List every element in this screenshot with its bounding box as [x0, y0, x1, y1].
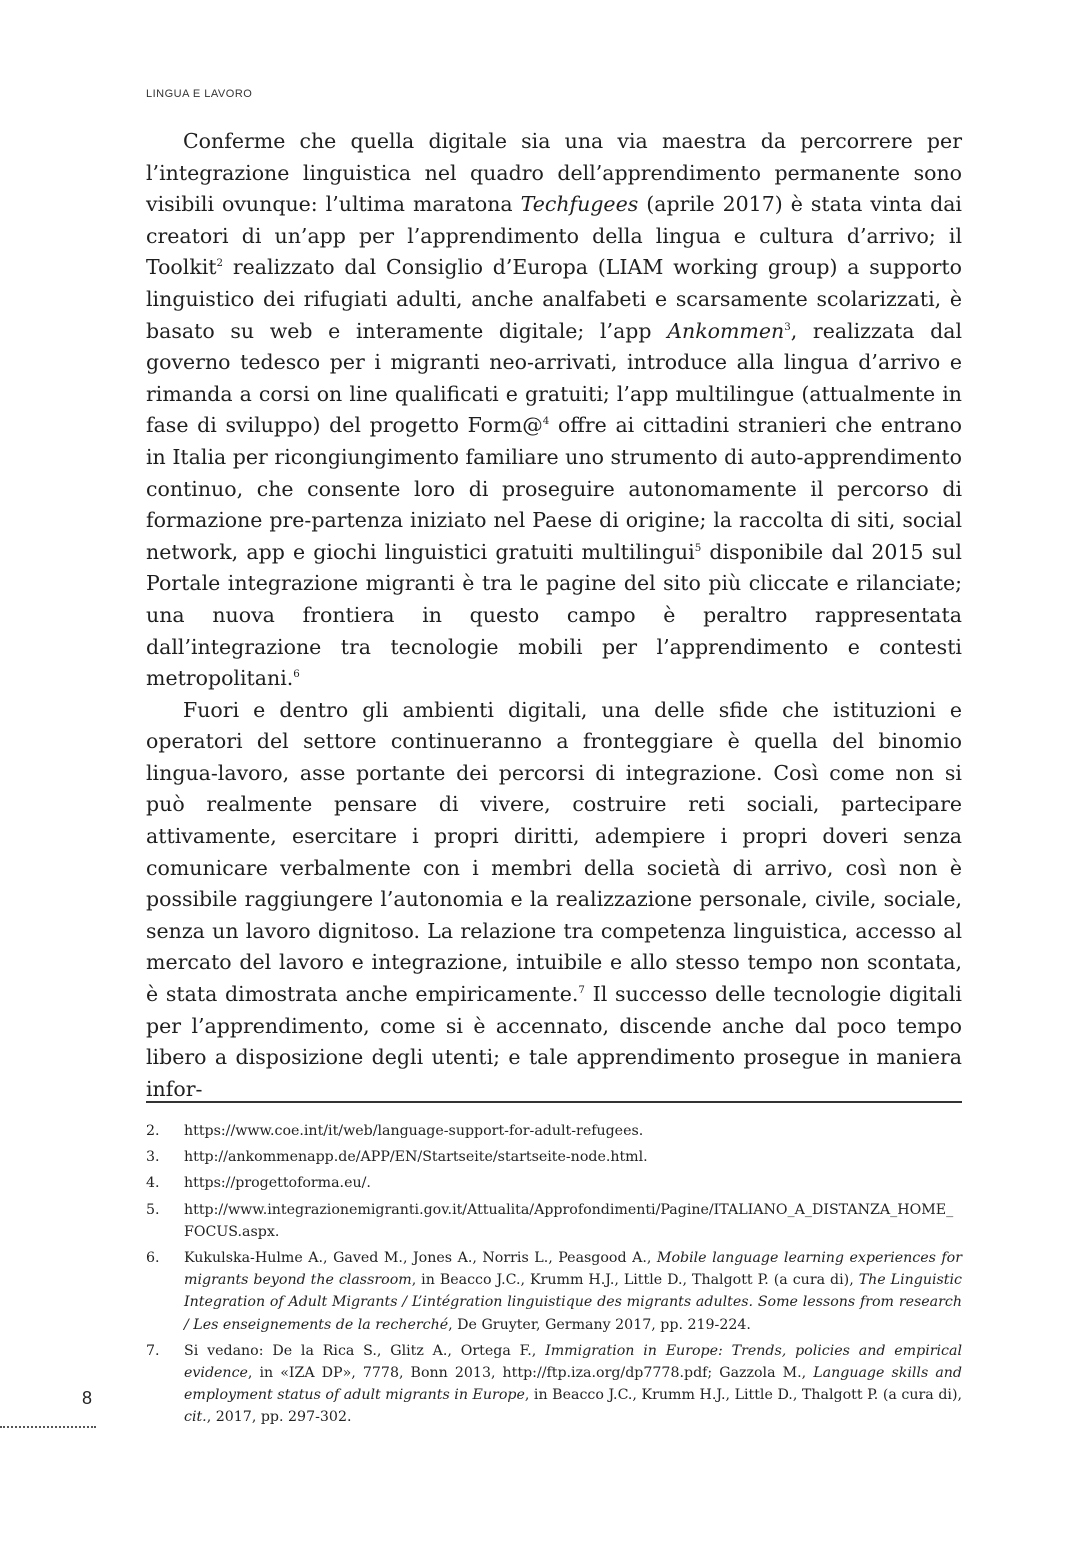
- footnote-text: [184, 1247, 962, 1336]
- footnote-link[interactable]: http://www.integrazionemigranti.gov.it/Attualita/Approfondimenti/Pagine/ITALIANO_A_DISTANZA_HOME_FOCUS.aspx.: [184, 1201, 954, 1240]
- footnote-4: [146, 1172, 962, 1194]
- paragraph-2: [146, 695, 962, 1106]
- italic-title-techfugees: Techfugees: [520, 192, 639, 217]
- text-segment: offre ai cittadini stranieri che entrano in Italia per ricongiungimento familiare uno strumento di auto-apprendimento continuo, che consente loro di proseguire autonomamente il percorso di formazione pre-partenza iniziato nel Paese di origine; la raccolta di siti, social network, app e giochi linguistici gratuiti multilingui: [146, 413, 963, 564]
- text-segment: disponibile dal 2015 sul Portale integrazione migranti è tra le pagine del sito più cliccate e rilanciate; una nuova frontiera in questo campo è peraltro rappresentata dall’integrazione tra tecnologie mobili per l’apprendimento e contesti metropolitani.: [146, 539, 962, 691]
- text-segment: Fuori e dentro gli ambienti digitali, una delle sfide che istituzioni e operatori del settore continueranno a fronteggiare è quella del binomio lingua-lavoro, asse portante dei percorsi di integrazione. Così come non si può realmente pensare di vivere, costruire reti sociali, partecipare attivamente, esercitare i propri diritti, adempiere i propri doveri senza comunicare verbalmente con i membri della società di arrivo, così non è possibile raggiungere l’autonomia e la realizzazione personale, civile, sociale, senza un lavoro dignitoso. La relazione tra competenza linguistica, accesso al mercato del lavoro e integrazione, intuibile e allo stesso tempo non scontata, è stata dimostrata anche empiricamente.: [146, 697, 962, 1007]
- citation-authors: Si vedano: De la Rica S., Glitz A., Ortega F.,: [184, 1342, 546, 1359]
- footnote-5: [146, 1199, 962, 1243]
- footnote-7: [146, 1340, 962, 1429]
- citation-text: , De Gruyter, Germany 2017, pp. 219-224.: [448, 1316, 751, 1333]
- text-segment: Il successo delle tecnologie digitali per l’apprendimento, come si è accennato, discende anche dal poco tempo libero a disposizione degli utenti; e tale apprendimento prosegue in maniera infor-: [146, 982, 962, 1101]
- footnote-ref[interactable]: 3: [784, 320, 791, 333]
- footnote-6: [146, 1247, 962, 1336]
- footnote-ref[interactable]: 5: [694, 541, 702, 554]
- footnote-ref[interactable]: 2: [216, 257, 224, 270]
- text-segment: , realizzata dal governo tedesco per i migranti neo-arrivati, introduce alla lingua d’arrivo e rimanda a corsi on line qualificati e gratuiti; l’app multilingue (attualmente in fase di sviluppo) del progetto Form@: [146, 318, 963, 438]
- footnote-separator: [146, 1101, 962, 1103]
- citation-title: Language skills and employment status of adult migrants in Europe: [184, 1365, 962, 1404]
- footnote-number: 3.: [146, 1149, 160, 1166]
- footnotes: [146, 1120, 962, 1433]
- footnote-link[interactable]: http://ankommenapp.de/APP/EN/Startseite/startseite-node.html.: [184, 1149, 648, 1166]
- footnote-link[interactable]: https://www.coe.int/it/web/language-support-for-adult-refugees.: [184, 1123, 644, 1139]
- citation-text: , in Beacco J.C., Krumm H.J., Little D., Thalgott P. (a cura di),: [524, 1387, 962, 1404]
- footnote-2: [146, 1120, 962, 1142]
- citation-text: , in «IZA DP», 7778, Bonn 2013, http://ftp.iza.org/dp7778.pdf; Gazzola M.,: [247, 1365, 814, 1382]
- footnote-number: 6.: [146, 1250, 160, 1267]
- footnote-number: 7.: [146, 1342, 160, 1359]
- body-text: [146, 126, 962, 1105]
- text-segment: Conferme che quella digitale sia una via maestra da percorrere per l’integrazione linguistica nel quadro dell’apprendimento permanente sono visibili ovunque: l’ultima maratona: [146, 129, 962, 217]
- footnote-ref[interactable]: 7: [578, 984, 585, 997]
- citation-cit: cit.: [184, 1409, 207, 1426]
- page-number: 8: [81, 1388, 92, 1408]
- citation-book-title: The Linguistic Integration of Adult Migrants / L’intégration linguistique des migrants adultes. Some lessons from research / Les enseignements de la recherché: [184, 1272, 962, 1333]
- citation-title: Mobile language learning experiences for migrants beyond the classroom: [184, 1250, 963, 1289]
- citation-text: , 2017, pp. 297-302.: [206, 1409, 352, 1426]
- text-segment: (aprile 2017) è stata vinta dai creatori di un’app per l’apprendimento della lingua e cultura d’arrivo; il Toolkit: [146, 192, 962, 280]
- footnote-ref[interactable]: 4: [542, 415, 550, 428]
- text-segment: realizzato dal Consiglio d’Europa (LIAM working group) a supporto linguistico dei rifugiati adulti, anche analfabeti e scarsamente scolarizzati, è basato su web e interamente digitale; l’app: [146, 255, 962, 343]
- footnote-number: 4.: [146, 1175, 160, 1192]
- page-number-dotted-rule: [0, 1426, 96, 1428]
- running-head: LINGUA E LAVORO: [146, 88, 253, 100]
- footnote-number: 2.: [146, 1123, 160, 1139]
- citation-authors: Kukulska-Hulme A., Gaved M., Jones A., Norris L., Peasgood A.,: [184, 1250, 657, 1267]
- italic-title-ankommen: Ankommen: [667, 318, 785, 343]
- footnote-text: [184, 1340, 962, 1429]
- citation-text: , in Beacco J.C., Krumm H.J., Little D., Thalgott P. (a cura di),: [411, 1272, 859, 1289]
- footnote-3: [146, 1146, 962, 1168]
- paragraph-1: [146, 126, 962, 695]
- citation-title: Immigration in Europe: Trends, policies and empirical evidence: [184, 1342, 962, 1382]
- footnote-ref[interactable]: 6: [293, 668, 300, 681]
- footnote-number: 5.: [146, 1201, 160, 1218]
- footnote-link[interactable]: https://progettoforma.eu/.: [184, 1175, 371, 1192]
